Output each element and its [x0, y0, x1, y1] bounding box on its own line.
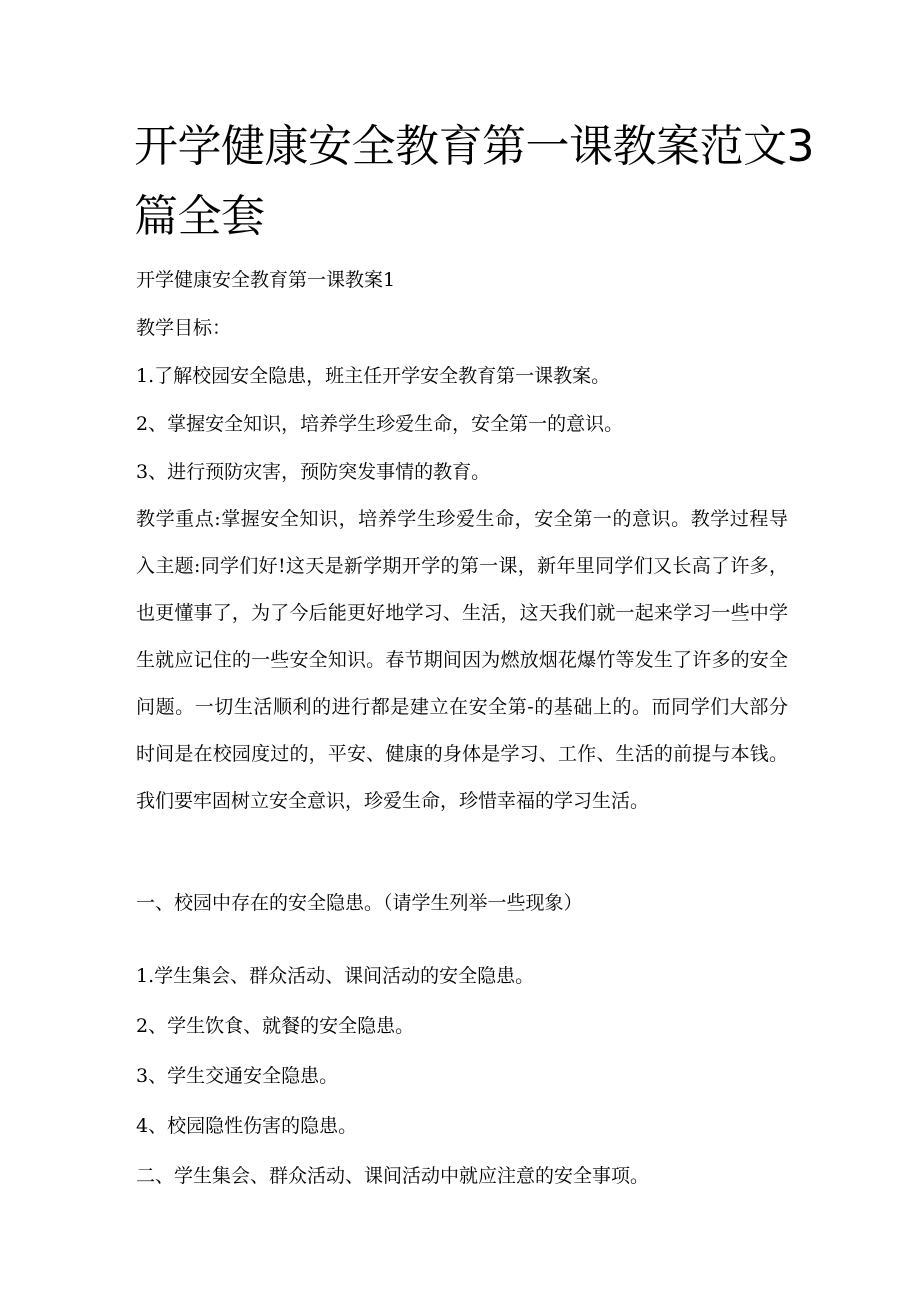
objective-item-2: 2、掌握安全知识，培养学生珍爱生命，安全第一的意识。 [136, 413, 624, 435]
objective-item-3: 3、进行预防灾害，预防突发事情的教育。 [136, 461, 491, 483]
section1-item-1: 1.学生集会、群众活动、课间活动的安全隐患。 [136, 965, 535, 987]
objective-item-1: 1.了解校园安全隐患，班主任开学安全教育第一课教案。 [136, 365, 611, 387]
section1-item-4: 4、校园隐性伤害的隐患。 [136, 1115, 358, 1137]
key-point-paragraph: 教学重点:掌握安全知识，培养学生珍爱生命，安全第一的意识。教学过程导入主题:同学们好!这天是新学期开学的第一课，新年里同学们又长高了许多，也更懂事了，为了今后能更好地学习、生活，这天我们就一起来学习一些中学生就应记住的一些安全知识。春节期间因为燃放烟花爆竹等发生了许多的安全问题。一切生活顺利的进行都是建立在安全第-的基础上的。而同学们大部分时间是在校园度过的，平安、健康的身体是学习、工作、生活的前提与本钱。我们要牢固树立安全意识，珍爱生命，珍惜幸福的学习生活。 [136, 508, 788, 812]
section1-item-2: 2、学生饮食、就餐的安全隐患。 [136, 1015, 415, 1037]
section2-heading: 二、学生集会、群众活动、课间活动中就应注意的安全事项。 [136, 1165, 650, 1187]
section1-item-3: 3、学生交通安全隐患。 [136, 1065, 339, 1087]
document-title: 开学健康安全教育第一课教案范文3篇全套 [134, 121, 814, 242]
document-subtitle: 开学健康安全教育第一课教案1 [136, 269, 396, 291]
objectives-heading: 教学目标： [136, 317, 232, 339]
section1-heading: 一、校园中存在的安全隐患。（请学生列举一些现象） [136, 892, 583, 914]
